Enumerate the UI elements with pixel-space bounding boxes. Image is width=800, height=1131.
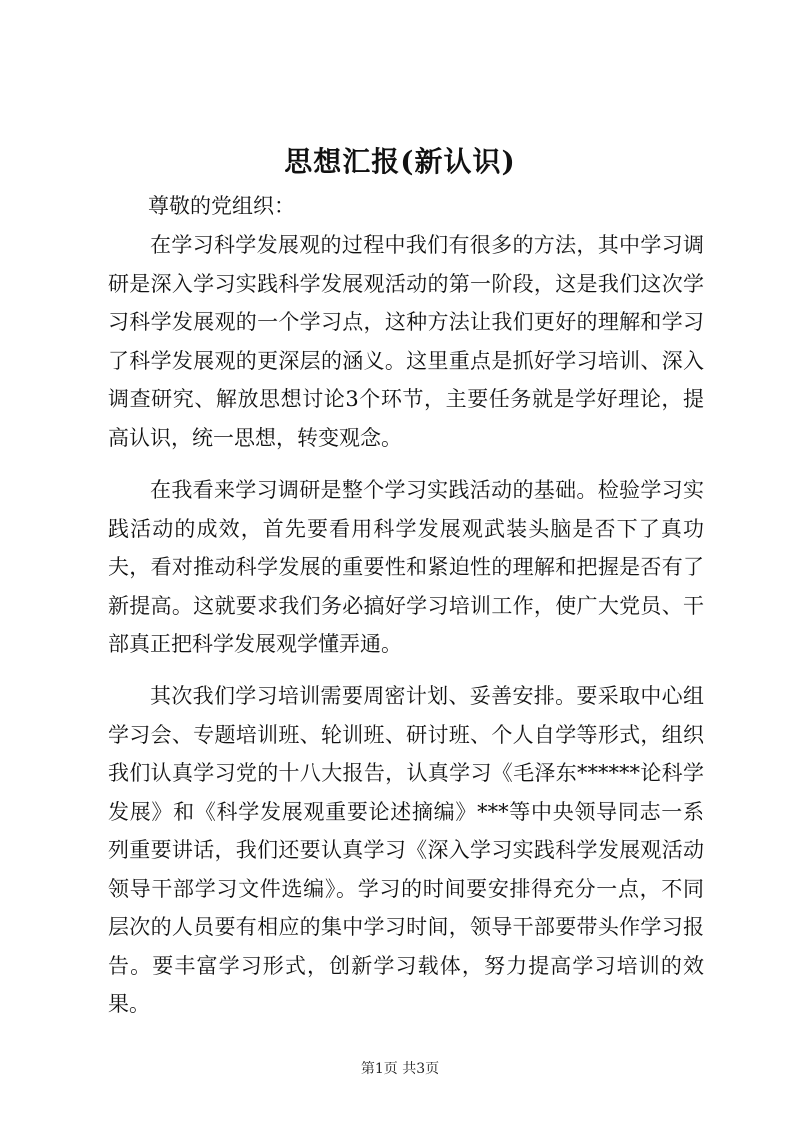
paragraph-2: 在我看来学习调研是整个学习实践活动的基础。检验学习实践活动的成效，首先要看用科学发展观武装头脑是否下了真功夫，看对推动科学发展的重要性和紧迫性的理解和把握是否有了新提高。这就要求我们务必搞好学习培训工作，使广大党员、干部真正把科学发展观学懂弄通。 — [108, 478, 704, 656]
paragraph-1: 在学习科学发展观的过程中我们有很多的方法，其中学习调研是深入学习实践科学发展观活动的第一阶段，这是我们这次学习科学发展观的一个学习点，这种方法让我们更好的理解和学习了科学发展观的更深层的涵义。这里重点是抓好学习培训、深入调查研究、解放思想讨论3个环节，主要任务就是学好理论，提高认识，统一思想，转变观念。 — [108, 233, 704, 450]
document-title: 思想汇报(新认识) — [284, 145, 516, 178]
page-footer: 第1页 共3页 — [360, 1061, 440, 1077]
paragraph-3: 其次我们学习培训需要周密计划、妥善安排。要采取中心组学习会、专题培训班、轮训班、研讨班、个人自学等形式，组织我们认真学习党的十八大报告，认真学习《毛泽东******论科学发展》和《科学发展观重要论述摘编》***等中央领导同志一系列重要讲话，我们还要认真学习《深入学习实践科学发展观活动领导干部学习文件选编》。学习的时间要安排得充分一点，不同层次的人员要有相应的集中学习时间，领导干部要带头作学习报告。要丰富学习形式，创新学习载体，努力提高学习培训的效果。 — [108, 684, 704, 1016]
salutation: 尊敬的党组织： — [148, 194, 295, 218]
